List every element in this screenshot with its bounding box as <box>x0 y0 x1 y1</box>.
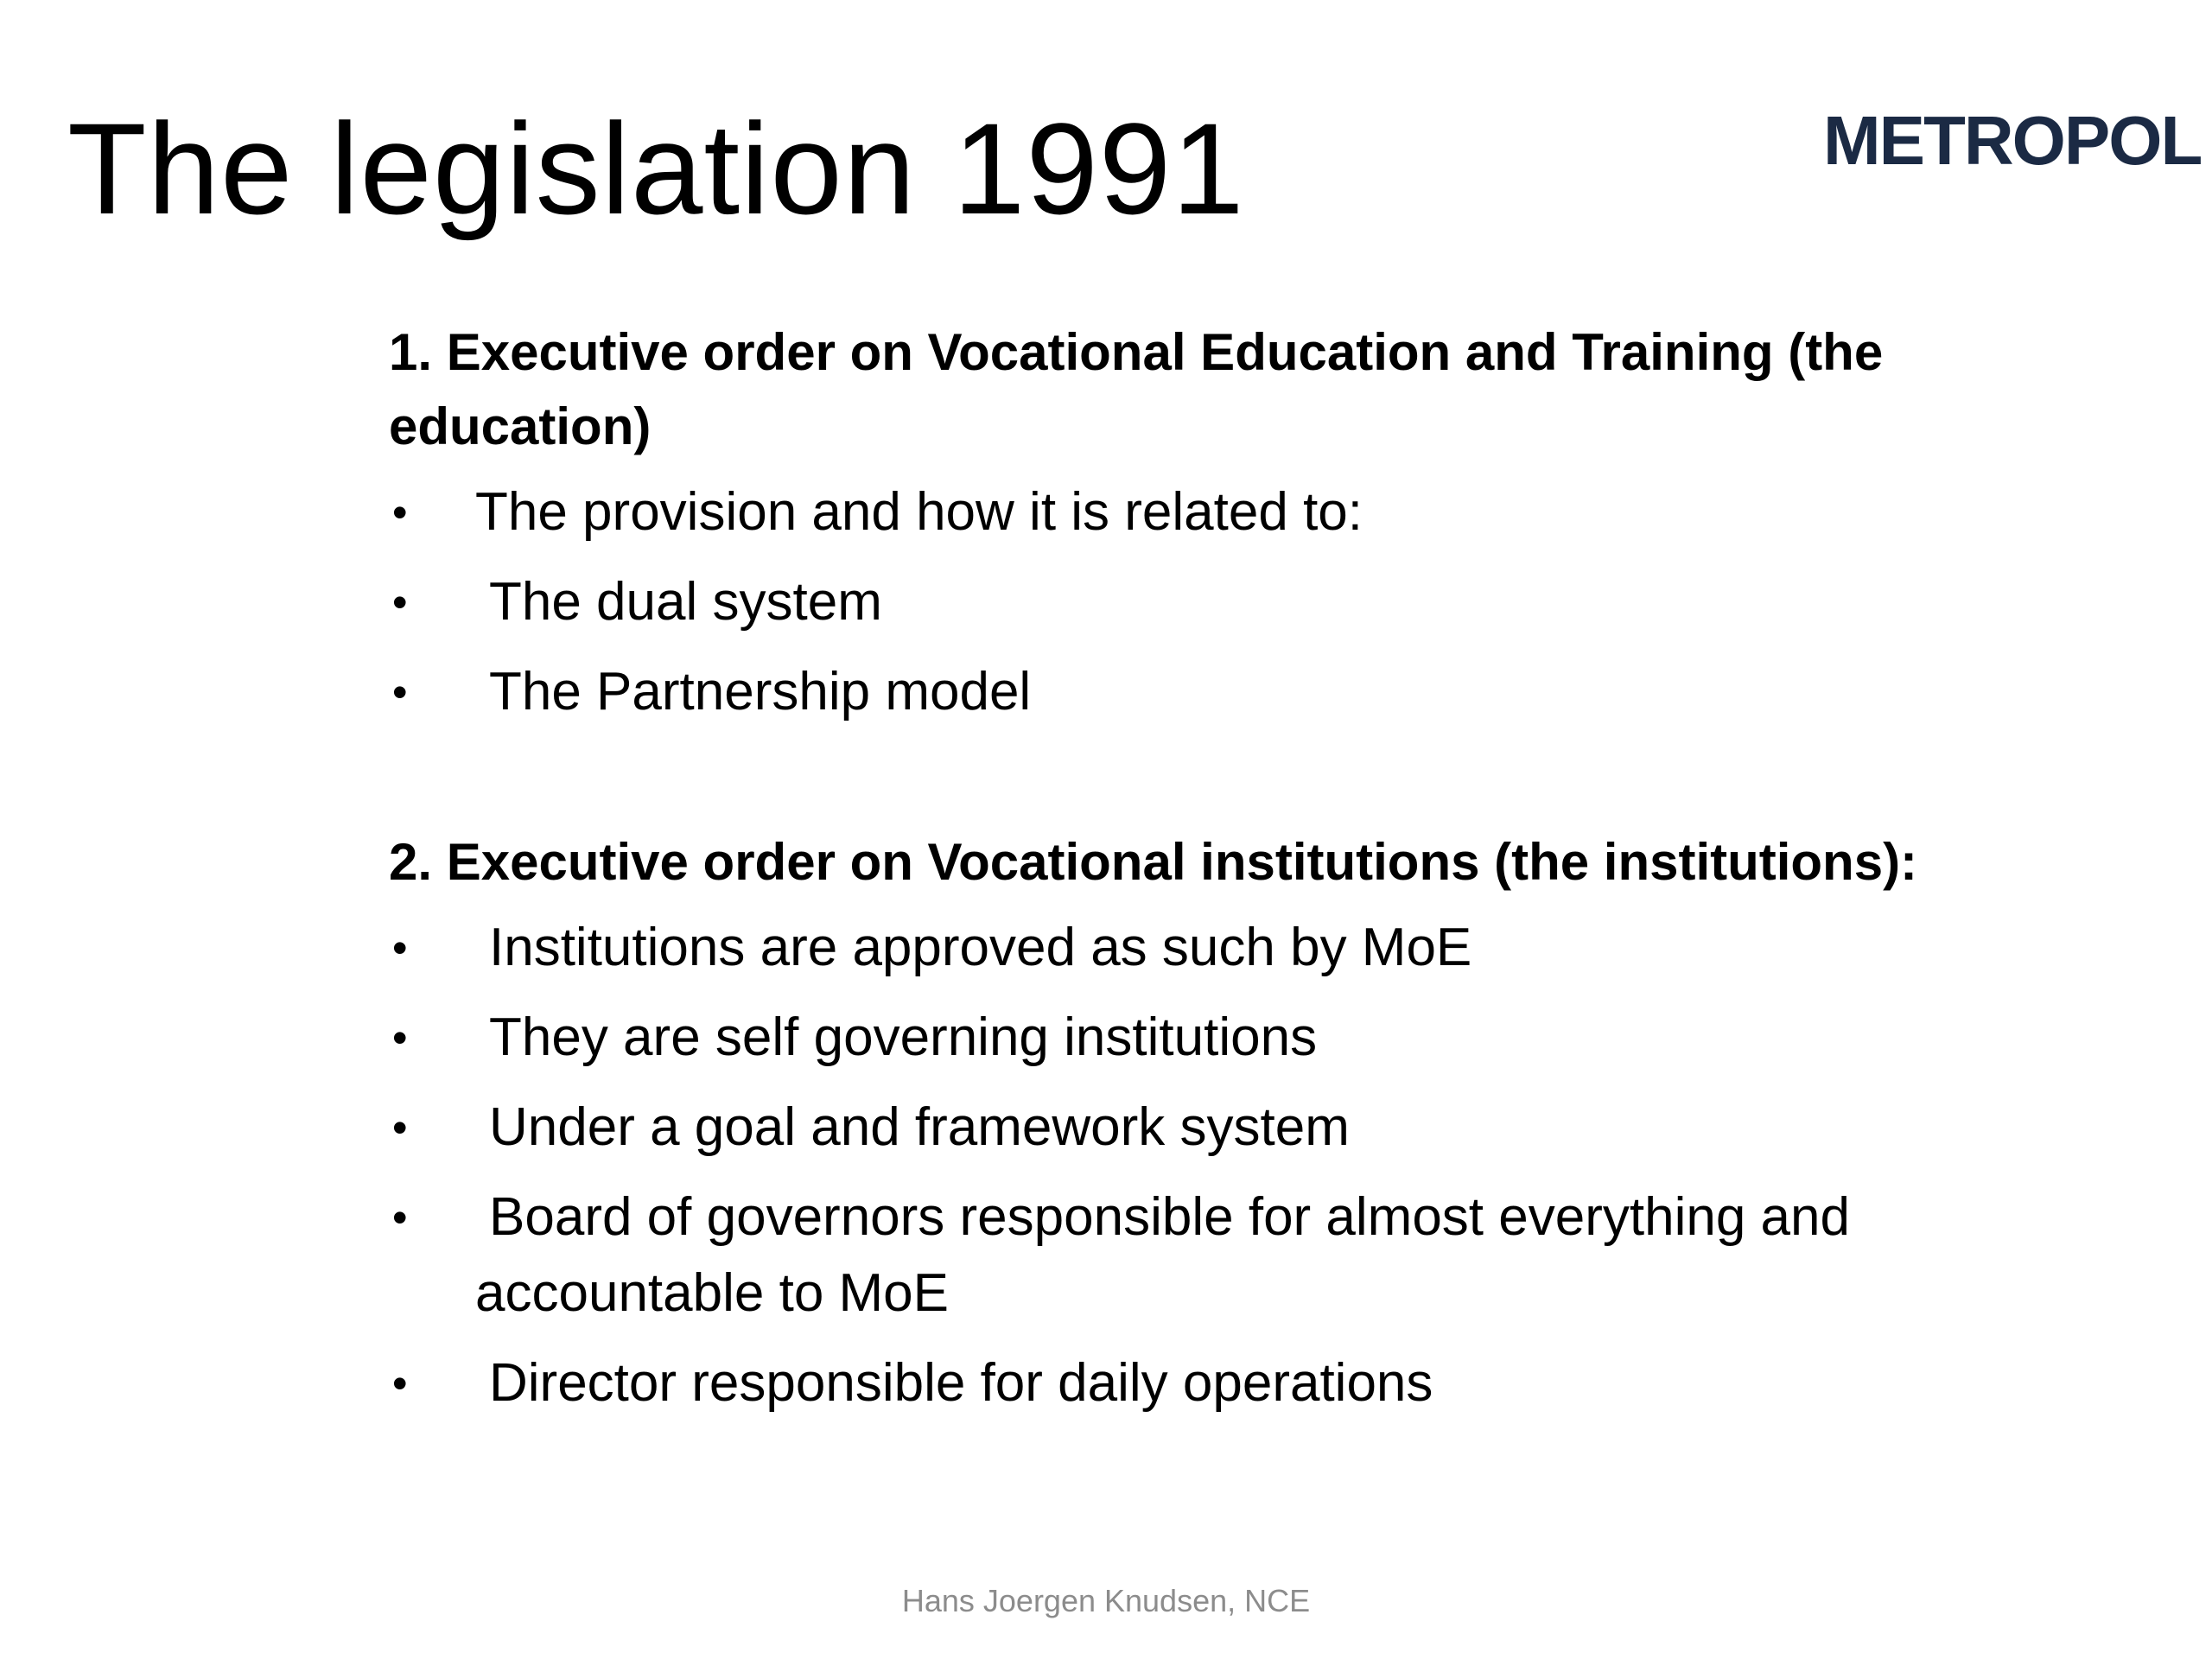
bullet-text: The dual system <box>489 572 882 632</box>
bullet-text: They are self governing institutions <box>489 1007 1318 1067</box>
section-2 <box>389 825 2074 1421</box>
bullet-icon: • <box>392 668 408 716</box>
bullet-text: Under a goal and framework system <box>489 1097 1350 1157</box>
list-item <box>389 1345 2074 1421</box>
metropol-logo-text: METROPOL <box>1823 102 2202 179</box>
bullet-text: Institutions are approved as such by MoE <box>489 918 1472 977</box>
list-item <box>389 1090 2074 1166</box>
bullet-icon: • <box>392 924 408 972</box>
section-2-bullets <box>389 910 2074 1421</box>
section-1 <box>389 315 2074 730</box>
slide-content <box>389 315 2074 1435</box>
bullet-icon: • <box>392 578 408 626</box>
list-item <box>389 1179 2074 1332</box>
section-1-bullets <box>389 474 2074 730</box>
bullet-icon: • <box>392 1359 408 1408</box>
slide-footer: Hans Joergen Knudsen, NCE <box>901 1583 1311 1618</box>
bullet-text: Director responsible for daily operations <box>489 1353 1433 1413</box>
list-item <box>389 564 2074 640</box>
slide-title: The legislation 1991 <box>67 96 1245 241</box>
list-item <box>389 1000 2074 1076</box>
bullet-icon: • <box>392 1014 408 1062</box>
list-item <box>389 474 2074 550</box>
bullet-icon: • <box>392 1193 408 1242</box>
section-2-heading: 2. Executive order on Vocational institutions (the institutions): <box>389 833 1918 891</box>
bullet-text: The provision and how it is related to: <box>475 482 1363 542</box>
bullet-text: Board of governors responsible for almost everything and accountable to MoE <box>475 1187 1850 1323</box>
metropol-logo <box>1823 102 2202 180</box>
bullet-icon: • <box>392 488 408 537</box>
bullet-icon: • <box>392 1103 408 1152</box>
section-1-heading: 1. Executive order on Vocational Education and Training (the education) <box>389 323 1884 455</box>
bullet-text: The Partnership model <box>489 662 1032 721</box>
list-item <box>389 654 2074 730</box>
list-item <box>389 910 2074 986</box>
